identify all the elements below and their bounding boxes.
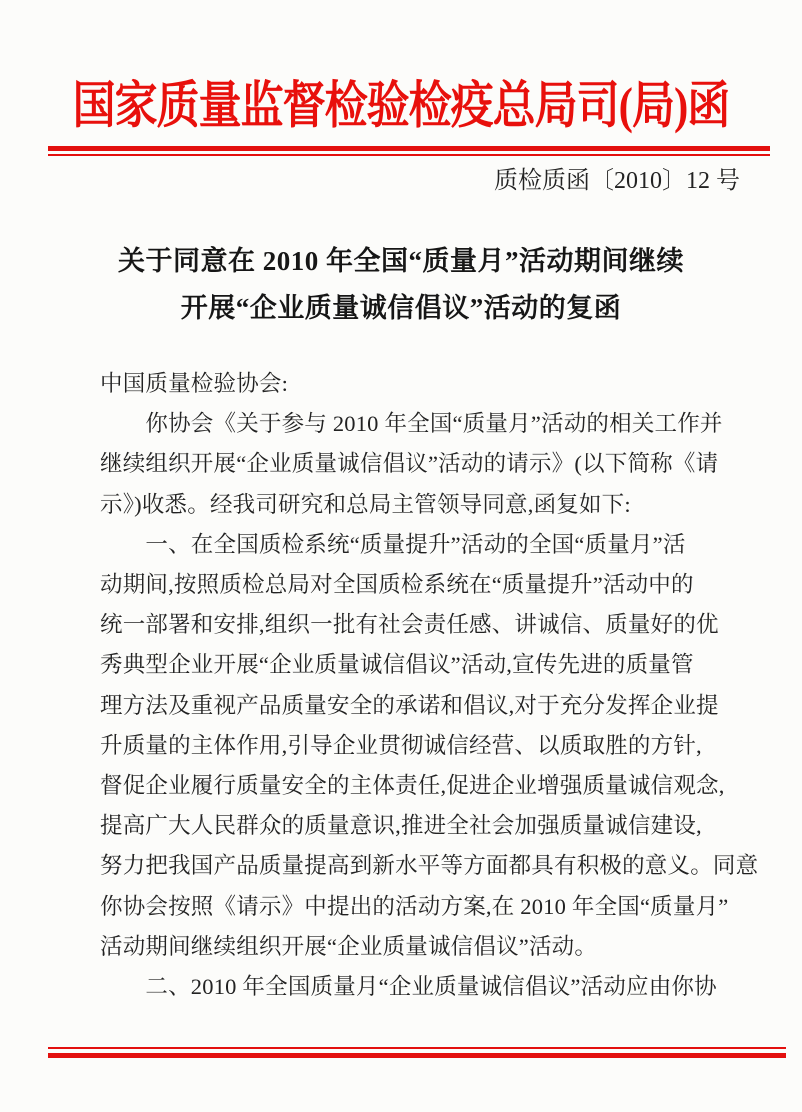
- footer-rule-thick: [48, 1053, 786, 1058]
- body-line: 提高广大人民群众的质量意识,推进全社会加强质量诚信建设,: [100, 813, 702, 839]
- document-title-line2: 开展“企业质量诚信倡议”活动的复函: [180, 293, 622, 323]
- letterhead-title: 国家质量监督检验检疫总局司(局)函: [72, 78, 730, 135]
- body-line: 你协会按照《请示》中提出的活动方案,在 2010 年全国“质量月”: [100, 893, 729, 919]
- document-title: [0, 238, 802, 332]
- document-number: 质检质函〔2010〕12 号: [494, 168, 740, 194]
- letter-body: [100, 364, 759, 1007]
- body-line: 督促企业履行质量安全的主体责任,促进企业增强质量诚信观念,: [100, 773, 725, 799]
- body-line: 示》)收悉。经我司研究和总局主管领导同意,函复如下:: [100, 491, 631, 517]
- letterhead-rule-thick: [48, 146, 770, 151]
- body-line: 统一部署和安排,组织一批有社会责任感、讲诚信、质量好的优: [100, 612, 719, 638]
- body-line: 努力把我国产品质量提高到新水平等方面都具有积极的意义。同意: [100, 853, 759, 879]
- body-line: 动期间,按照质检总局对全国质检系统在“质量提升”活动中的: [100, 572, 694, 598]
- salutation: 中国质量检验协会:: [100, 371, 289, 396]
- document-title-line1: 关于同意在 2010 年全国“质量月”活动期间继续: [118, 246, 684, 276]
- body-line: 二、2010 年全国质量月“企业质量诚信倡议”活动应由你协: [100, 974, 717, 1000]
- body-line: 理方法及重视产品质量安全的承诺和倡议,对于充分发挥企业提: [100, 692, 719, 718]
- letterhead-rule-thin: [48, 154, 770, 156]
- body-line: 升质量的主体作用,引导企业贯彻诚信经营、以质取胜的方针,: [100, 732, 702, 758]
- body-line: 继续组织开展“企业质量诚信倡议”活动的请示》(以下简称《请: [100, 451, 719, 477]
- footer-rule-thin: [48, 1047, 786, 1049]
- body-line: 一、在全国质检系统“质量提升”活动的全国“质量月”活: [100, 531, 686, 557]
- body-line: 你协会《关于参与 2010 年全国“质量月”活动的相关工作并: [100, 411, 723, 437]
- body-line: 秀典型企业开展“企业质量诚信倡议”活动,宣传先进的质量管: [100, 652, 694, 678]
- body-line: 活动期间继续组织开展“企业质量诚信倡议”活动。: [100, 933, 598, 959]
